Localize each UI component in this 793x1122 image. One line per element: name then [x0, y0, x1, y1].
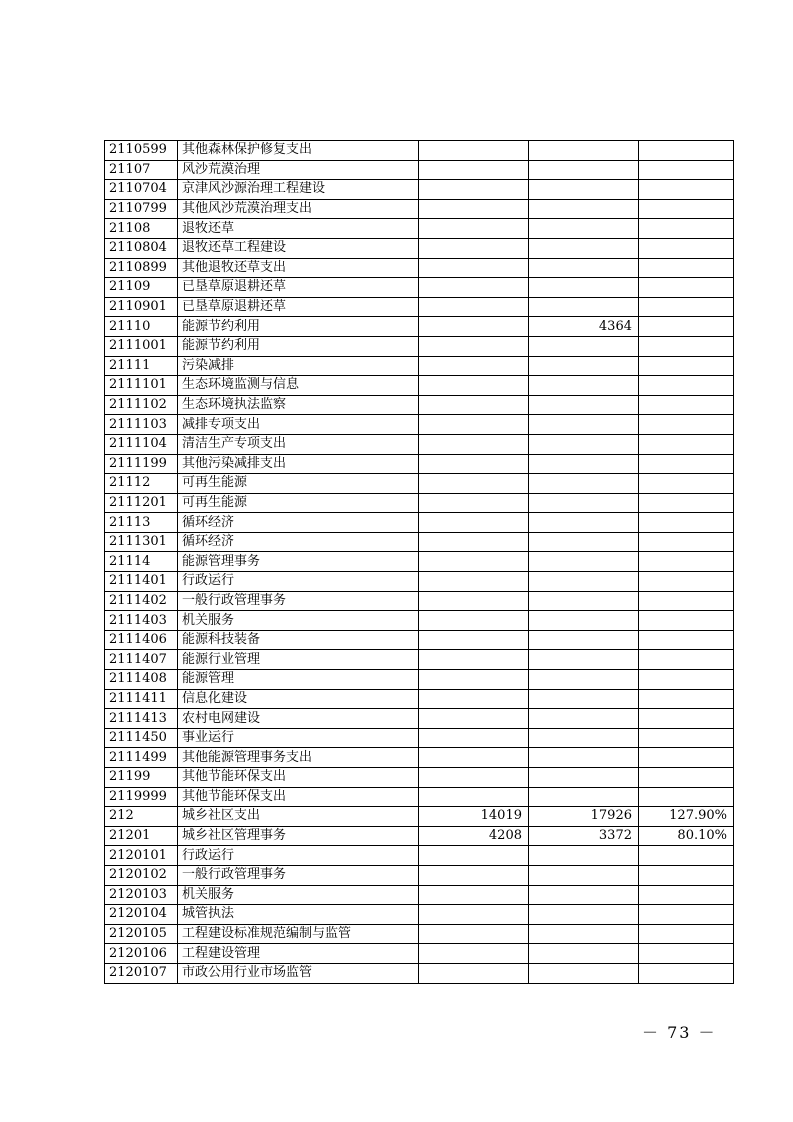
percent-cell	[639, 180, 734, 200]
value-cell-2	[529, 846, 639, 866]
percent-cell	[639, 415, 734, 435]
code-cell: 2111301	[105, 532, 178, 552]
code-cell: 21114	[105, 552, 178, 572]
code-cell: 2111102	[105, 395, 178, 415]
code-cell: 2119999	[105, 787, 178, 807]
value-cell-2	[529, 356, 639, 376]
percent-cell	[639, 434, 734, 454]
value-cell-1	[419, 611, 529, 631]
percent-cell	[639, 885, 734, 905]
name-cell: 能源节约利用	[178, 336, 419, 356]
table-row	[105, 278, 734, 298]
percent-cell	[639, 297, 734, 317]
name-cell: 能源管理	[178, 670, 419, 690]
value-cell-1	[419, 885, 529, 905]
code-cell: 2111407	[105, 650, 178, 670]
value-cell-1	[419, 336, 529, 356]
value-cell-2	[529, 885, 639, 905]
value-cell-2	[529, 219, 639, 239]
name-cell: 一般行政管理事务	[178, 591, 419, 611]
percent-cell	[639, 238, 734, 258]
code-cell: 2111103	[105, 415, 178, 435]
percent-cell	[639, 846, 734, 866]
percent-cell	[639, 141, 734, 161]
value-cell-1	[419, 768, 529, 788]
percent-cell	[639, 513, 734, 533]
percent-cell	[639, 670, 734, 690]
code-cell: 2120107	[105, 963, 178, 983]
value-cell-2	[529, 963, 639, 983]
name-cell: 其他节能环保支出	[178, 768, 419, 788]
page-number: － 73 －	[642, 1023, 717, 1042]
percent-cell	[639, 963, 734, 983]
percent-cell	[639, 199, 734, 219]
percent-cell	[639, 689, 734, 709]
table-row	[105, 395, 734, 415]
value-cell-1	[419, 787, 529, 807]
table-row	[105, 552, 734, 572]
budget-table	[104, 140, 734, 984]
budget-table-body	[105, 141, 734, 984]
value-cell-2	[529, 924, 639, 944]
value-cell-1	[419, 376, 529, 396]
value-cell-2	[529, 709, 639, 729]
name-cell: 能源节约利用	[178, 317, 419, 337]
percent-cell	[639, 552, 734, 572]
table-row	[105, 336, 734, 356]
table-row	[105, 474, 734, 494]
value-cell-1	[419, 513, 529, 533]
table-row	[105, 160, 734, 180]
code-cell: 21112	[105, 474, 178, 494]
table-row	[105, 238, 734, 258]
table-row	[105, 258, 734, 278]
value-cell-2: 4364	[529, 317, 639, 337]
table-row	[105, 728, 734, 748]
percent-cell	[639, 650, 734, 670]
table-row	[105, 591, 734, 611]
name-cell: 城乡社区支出	[178, 807, 419, 827]
value-cell-1	[419, 709, 529, 729]
table-row	[105, 297, 734, 317]
name-cell: 一般行政管理事务	[178, 865, 419, 885]
value-cell-2	[529, 434, 639, 454]
name-cell: 机关服务	[178, 885, 419, 905]
value-cell-2	[529, 865, 639, 885]
code-cell: 2110599	[105, 141, 178, 161]
value-cell-1	[419, 219, 529, 239]
value-cell-1	[419, 297, 529, 317]
percent-cell	[639, 865, 734, 885]
value-cell-1	[419, 865, 529, 885]
percent-cell	[639, 572, 734, 592]
percent-cell	[639, 493, 734, 513]
value-cell-1	[419, 317, 529, 337]
name-cell: 已垦草原退耕还草	[178, 278, 419, 298]
value-cell-1	[419, 924, 529, 944]
code-cell: 2111201	[105, 493, 178, 513]
value-cell-1	[419, 141, 529, 161]
name-cell: 其他风沙荒漠治理支出	[178, 199, 419, 219]
value-cell-2	[529, 768, 639, 788]
value-cell-1	[419, 258, 529, 278]
value-cell-2	[529, 376, 639, 396]
value-cell-1	[419, 356, 529, 376]
value-cell-2	[529, 944, 639, 964]
code-cell: 21109	[105, 278, 178, 298]
value-cell-2	[529, 238, 639, 258]
value-cell-1	[419, 238, 529, 258]
percent-cell	[639, 395, 734, 415]
percent-cell: 127.90%	[639, 807, 734, 827]
table-row	[105, 376, 734, 396]
percent-cell	[639, 924, 734, 944]
table-row	[105, 493, 734, 513]
value-cell-1	[419, 728, 529, 748]
percent-cell	[639, 474, 734, 494]
name-cell: 事业运行	[178, 728, 419, 748]
table-row	[105, 670, 734, 690]
name-cell: 农村电网建设	[178, 709, 419, 729]
value-cell-2	[529, 513, 639, 533]
percent-cell	[639, 532, 734, 552]
code-cell: 2111402	[105, 591, 178, 611]
value-cell-1	[419, 572, 529, 592]
table-row	[105, 826, 734, 846]
percent-cell	[639, 160, 734, 180]
name-cell: 城管执法	[178, 905, 419, 925]
table-row	[105, 317, 734, 337]
table-row	[105, 356, 734, 376]
name-cell: 能源行业管理	[178, 650, 419, 670]
value-cell-2	[529, 650, 639, 670]
percent-cell	[639, 336, 734, 356]
name-cell: 退牧还草工程建设	[178, 238, 419, 258]
name-cell: 行政运行	[178, 572, 419, 592]
table-row	[105, 572, 734, 592]
table-row	[105, 650, 734, 670]
value-cell-2	[529, 905, 639, 925]
code-cell: 2110804	[105, 238, 178, 258]
name-cell: 能源科技装备	[178, 630, 419, 650]
value-cell-1	[419, 474, 529, 494]
percent-cell	[639, 709, 734, 729]
name-cell: 可再生能源	[178, 493, 419, 513]
percent-cell	[639, 748, 734, 768]
value-cell-2	[529, 141, 639, 161]
table-row	[105, 807, 734, 827]
name-cell: 生态环境执法监察	[178, 395, 419, 415]
value-cell-1	[419, 160, 529, 180]
name-cell: 风沙荒漠治理	[178, 160, 419, 180]
code-cell: 2120106	[105, 944, 178, 964]
table-row	[105, 689, 734, 709]
percent-cell	[639, 219, 734, 239]
code-cell: 21201	[105, 826, 178, 846]
name-cell: 京津风沙源治理工程建设	[178, 180, 419, 200]
code-cell: 21108	[105, 219, 178, 239]
table-row	[105, 415, 734, 435]
code-cell: 2111499	[105, 748, 178, 768]
table-row	[105, 963, 734, 983]
table-row	[105, 219, 734, 239]
percent-cell	[639, 630, 734, 650]
code-cell: 2111450	[105, 728, 178, 748]
code-cell: 2120105	[105, 924, 178, 944]
table-row	[105, 944, 734, 964]
value-cell-1	[419, 552, 529, 572]
value-cell-1	[419, 630, 529, 650]
code-cell: 2110704	[105, 180, 178, 200]
value-cell-2	[529, 689, 639, 709]
code-cell: 2110899	[105, 258, 178, 278]
value-cell-2	[529, 591, 639, 611]
value-cell-1	[419, 846, 529, 866]
table-row	[105, 709, 734, 729]
value-cell-1: 4208	[419, 826, 529, 846]
name-cell: 能源管理事务	[178, 552, 419, 572]
table-row	[105, 768, 734, 788]
percent-cell	[639, 728, 734, 748]
code-cell: 2120104	[105, 905, 178, 925]
value-cell-2	[529, 454, 639, 474]
percent-cell	[639, 787, 734, 807]
value-cell-1	[419, 689, 529, 709]
code-cell: 2111413	[105, 709, 178, 729]
code-cell: 2111411	[105, 689, 178, 709]
value-cell-1	[419, 415, 529, 435]
code-cell: 21107	[105, 160, 178, 180]
value-cell-1	[419, 493, 529, 513]
table-row	[105, 454, 734, 474]
name-cell: 减排专项支出	[178, 415, 419, 435]
percent-cell	[639, 278, 734, 298]
value-cell-1	[419, 591, 529, 611]
table-row	[105, 199, 734, 219]
name-cell: 退牧还草	[178, 219, 419, 239]
value-cell-1	[419, 748, 529, 768]
table-row	[105, 630, 734, 650]
percent-cell	[639, 944, 734, 964]
name-cell: 已垦草原退耕还草	[178, 297, 419, 317]
code-cell: 2111199	[105, 454, 178, 474]
percent-cell	[639, 317, 734, 337]
value-cell-2	[529, 160, 639, 180]
value-cell-1	[419, 532, 529, 552]
code-cell: 2120101	[105, 846, 178, 866]
value-cell-2	[529, 552, 639, 572]
value-cell-1	[419, 278, 529, 298]
value-cell-2	[529, 748, 639, 768]
name-cell: 其他森林保护修复支出	[178, 141, 419, 161]
table-row	[105, 865, 734, 885]
value-cell-2: 3372	[529, 826, 639, 846]
value-cell-2	[529, 572, 639, 592]
name-cell: 生态环境监测与信息	[178, 376, 419, 396]
value-cell-1	[419, 180, 529, 200]
code-cell: 21110	[105, 317, 178, 337]
code-cell: 2111104	[105, 434, 178, 454]
value-cell-1: 14019	[419, 807, 529, 827]
value-cell-1	[419, 944, 529, 964]
value-cell-2	[529, 787, 639, 807]
value-cell-1	[419, 395, 529, 415]
table-row	[105, 748, 734, 768]
name-cell: 其他能源管理事务支出	[178, 748, 419, 768]
name-cell: 其他节能环保支出	[178, 787, 419, 807]
percent-cell	[639, 258, 734, 278]
code-cell: 2110901	[105, 297, 178, 317]
value-cell-1	[419, 650, 529, 670]
name-cell: 工程建设管理	[178, 944, 419, 964]
table-row	[105, 141, 734, 161]
value-cell-2	[529, 336, 639, 356]
code-cell: 212	[105, 807, 178, 827]
table-row	[105, 846, 734, 866]
name-cell: 机关服务	[178, 611, 419, 631]
value-cell-1	[419, 905, 529, 925]
value-cell-2	[529, 199, 639, 219]
name-cell: 城乡社区管理事务	[178, 826, 419, 846]
value-cell-2	[529, 630, 639, 650]
value-cell-2	[529, 532, 639, 552]
name-cell: 其他污染减排支出	[178, 454, 419, 474]
code-cell: 2111401	[105, 572, 178, 592]
value-cell-2	[529, 415, 639, 435]
value-cell-1	[419, 199, 529, 219]
value-cell-2	[529, 180, 639, 200]
value-cell-2	[529, 493, 639, 513]
table-row	[105, 532, 734, 552]
value-cell-2	[529, 395, 639, 415]
table-row	[105, 434, 734, 454]
table-row	[105, 885, 734, 905]
name-cell: 信息化建设	[178, 689, 419, 709]
percent-cell	[639, 454, 734, 474]
value-cell-2	[529, 278, 639, 298]
table-row	[105, 180, 734, 200]
percent-cell	[639, 905, 734, 925]
code-cell: 2111406	[105, 630, 178, 650]
value-cell-2	[529, 611, 639, 631]
name-cell: 污染减排	[178, 356, 419, 376]
name-cell: 循环经济	[178, 532, 419, 552]
table-row	[105, 905, 734, 925]
code-cell: 2111101	[105, 376, 178, 396]
percent-cell	[639, 768, 734, 788]
value-cell-2	[529, 728, 639, 748]
name-cell: 可再生能源	[178, 474, 419, 494]
value-cell-1	[419, 434, 529, 454]
name-cell: 清洁生产专项支出	[178, 434, 419, 454]
name-cell: 循环经济	[178, 513, 419, 533]
name-cell: 行政运行	[178, 846, 419, 866]
value-cell-2: 17926	[529, 807, 639, 827]
name-cell: 市政公用行业市场监管	[178, 963, 419, 983]
code-cell: 21199	[105, 768, 178, 788]
value-cell-2	[529, 297, 639, 317]
code-cell: 2111408	[105, 670, 178, 690]
code-cell: 21111	[105, 356, 178, 376]
percent-cell	[639, 591, 734, 611]
percent-cell	[639, 376, 734, 396]
code-cell: 2110799	[105, 199, 178, 219]
code-cell: 2120103	[105, 885, 178, 905]
value-cell-2	[529, 258, 639, 278]
value-cell-1	[419, 670, 529, 690]
value-cell-1	[419, 963, 529, 983]
value-cell-1	[419, 454, 529, 474]
table-row	[105, 513, 734, 533]
code-cell: 2111001	[105, 336, 178, 356]
code-cell: 2120102	[105, 865, 178, 885]
code-cell: 21113	[105, 513, 178, 533]
percent-cell: 80.10%	[639, 826, 734, 846]
value-cell-2	[529, 670, 639, 690]
table-row	[105, 924, 734, 944]
table-row	[105, 611, 734, 631]
table-row	[105, 787, 734, 807]
percent-cell	[639, 356, 734, 376]
value-cell-2	[529, 474, 639, 494]
code-cell: 2111403	[105, 611, 178, 631]
percent-cell	[639, 611, 734, 631]
name-cell: 其他退牧还草支出	[178, 258, 419, 278]
name-cell: 工程建设标准规范编制与监管	[178, 924, 419, 944]
